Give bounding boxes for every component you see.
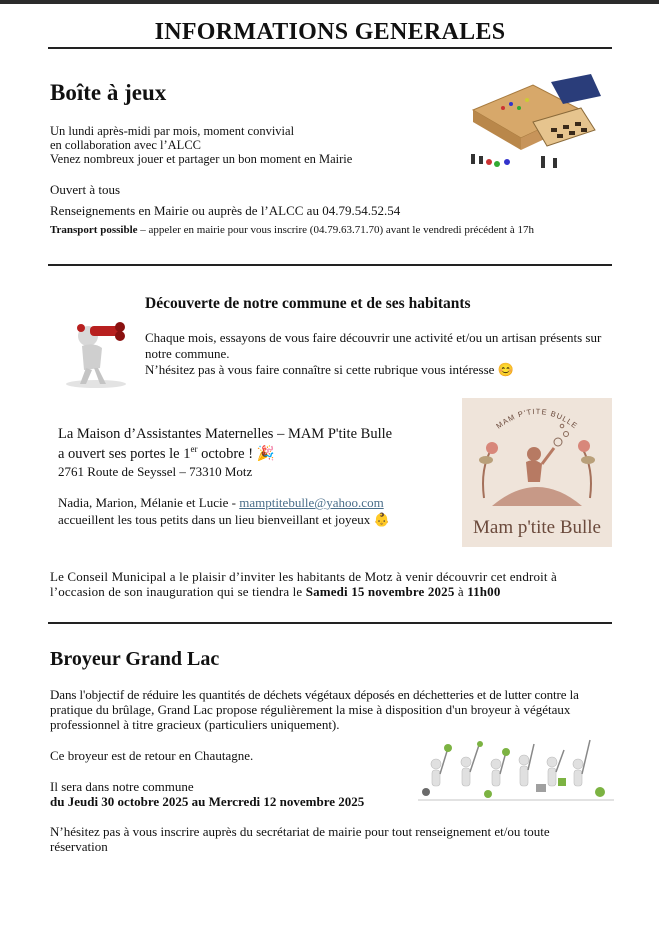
conseil-text1: Le Conseil Municipal a le plaisir d’inviter les habitants de Motz à venir découvrir cet endroit à	[50, 569, 557, 584]
decouverte-title: Découverte de notre commune et de ses habitants	[145, 295, 471, 312]
divider-3	[48, 622, 612, 624]
gardening-figures-icon	[418, 734, 614, 804]
broyeur-para3: Il sera dans notre commune	[50, 779, 194, 794]
page-title: INFORMATIONS GENERALES	[154, 19, 506, 45]
transport-text: – appeler en mairie pour vous inscrire (04.79.63.71.70) avant le vendredi précédent à 17h	[137, 224, 534, 236]
boite-open: Ouvert à tous	[50, 182, 121, 197]
decouverte-line3: N’hésitez pas à vous faire connaître si cette rubrique vous intéresse 😊	[145, 362, 514, 377]
mam-logo-arc-text: MAM P'TITE BULLE	[494, 406, 580, 431]
mam-email-link[interactable]: mamptitebulle@yahoo.com	[239, 495, 384, 510]
boite-info: Renseignements en Mairie ou auprès de l’ALCC au 04.79.54.52.54	[50, 203, 401, 218]
transport-label: Transport possible	[50, 224, 138, 236]
decouverte-line1: Chaque mois, essayons de vous faire découvrir une activité et/ou un artisan présents sur	[145, 330, 602, 345]
mam-welcome: accueillent les tous petits dans un lieu bienveillant et joyeux 👶	[58, 512, 390, 527]
boite-title: Boîte à jeux	[50, 80, 167, 105]
svg-text:MAM P'TITE BULLE	[494, 407, 579, 431]
mam-logo-text: Mam p'tite Bulle	[473, 517, 601, 538]
mam-line2	[58, 444, 275, 463]
boite-line3: Venez nombreux jouer et partager un bon moment en Mairie	[50, 152, 353, 166]
divider-top	[48, 47, 612, 49]
mam-line1: La Maison d’Assistantes Maternelles – MAM P'tite Bulle	[58, 426, 393, 442]
broyeur-para1-line1: Dans l'objectif de réduire les quantités de déchets végétaux déposés en déchetteries et de lutter contre la	[50, 687, 579, 702]
conseil-date: Samedi 15 novembre 2025	[305, 584, 455, 599]
broyeur-dates: du Jeudi 30 octobre 2025 au Mercredi 12 novembre 2025	[50, 794, 365, 809]
mam-logo	[462, 398, 612, 547]
mam-line2-pre: a ouvert ses portes le 1	[58, 445, 191, 462]
boite-transport	[50, 224, 534, 236]
binoculars-figure-icon	[54, 312, 140, 390]
broyeur-para4-line1: N’hésitez pas à vous inscrire auprès du secrétariat de mairie pour tout renseignement et/ou toute	[50, 824, 550, 839]
mam-line2-post: octobre ! 🎉	[197, 445, 275, 462]
conseil-text2	[50, 584, 500, 599]
conseil-text2-pre: l’occasion de son inauguration qui se tiendra le	[50, 584, 306, 599]
board-games-icon	[463, 70, 603, 182]
broyeur-title: Broyeur Grand Lac	[50, 648, 220, 670]
broyeur-para2: Ce broyeur est de retour en Chautagne.	[50, 748, 254, 763]
broyeur-para4-line2: réservation	[50, 839, 108, 854]
mam-line2-sup: er	[190, 444, 198, 454]
divider-2	[48, 264, 612, 266]
broyeur-para1-line2: pratique du brûlage, Grand Lac propose régulièrement la mise à disposition d'un broyeur à végétaux	[50, 702, 571, 717]
conseil-text2-mid: à	[454, 584, 468, 599]
decouverte-line2: notre commune.	[145, 346, 230, 361]
top-bar	[0, 0, 659, 4]
boite-line2: en collaboration avec l’ALCC	[50, 138, 201, 152]
mam-names-line	[58, 495, 384, 510]
boite-line1: Un lundi après-midi par mois, moment convivial	[50, 124, 295, 138]
broyeur-para1-line3: professionnel à titre gracieux (particuliers uniquement).	[50, 717, 340, 732]
mam-names: Nadia, Marion, Mélanie et Lucie -	[58, 495, 240, 510]
conseil-time: 11h00	[467, 584, 501, 599]
mam-address: 2761 Route de Seyssel – 73310 Motz	[58, 464, 253, 479]
